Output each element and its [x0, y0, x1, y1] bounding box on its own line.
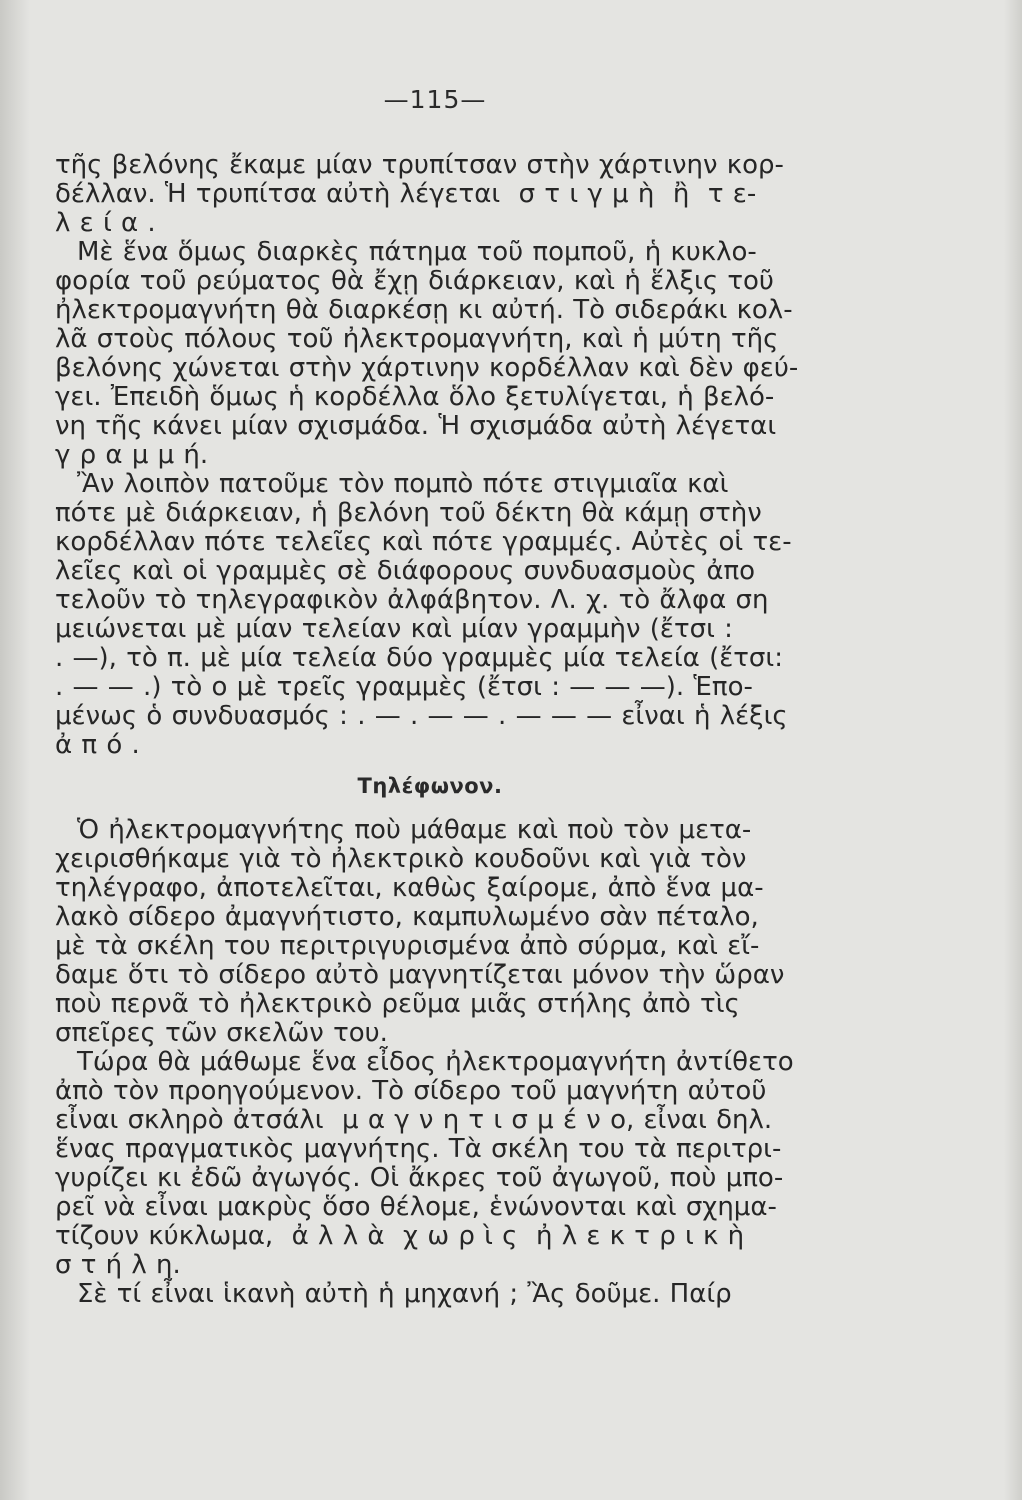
text-line: Μὲ ἕνα ὅμως διαρκὲς πάτημα τοῦ πομποῦ, ἡ κυκλο- [77, 237, 757, 267]
text-line: μειώνεται μὲ μίαν τελείαν καὶ μίαν γραμμὴν (ἔτσι : [55, 614, 733, 644]
text-line: . — — .) τὸ ο μὲ τρεῖς γραμμὲς (ἔτσι : — — —). Ἑπο- [55, 672, 753, 702]
text-line: λᾶ στοὺς πόλους τοῦ ἠλεκτρομαγνήτη, καὶ ἡ μύτη τῆς [55, 324, 779, 354]
section-heading: Τηλέφωνον. [357, 774, 503, 798]
text-line: γ ρ α μ μ ή. [55, 440, 209, 470]
text-line: ἀπὸ τὸν προηγούμενον. Τὸ σίδερο τοῦ μαγνήτη αὐτοῦ [55, 1076, 767, 1106]
telephone-text-block [55, 816, 815, 1309]
text-line: κορδέλλαν πότε τελεῖες καὶ πότε γραμμές. Αὐτὲς οἱ τε- [55, 527, 792, 557]
text-line: λακὸ σίδερο ἀμαγνήτιστο, καμπυλωμένο σὰν πέταλο, [55, 902, 759, 932]
text-line: τῆς βελόνης ἔκαμε μίαν τρυπίτσαν στὴν χάρτινην κορ- [55, 150, 784, 180]
text-line: χειρισθήκαμε γιὰ τὸ ἠλεκτρικὸ κουδοῦνι καὶ γιὰ τὸν [55, 844, 747, 874]
text-line: Ὁ ἠλεκτρομαγνήτης ποὺ μάθαμε καὶ ποὺ τὸν μετα- [77, 815, 752, 845]
text-line: φορία τοῦ ρεύματος θὰ ἔχῃ διάρκειαν, καὶ ἡ ἕλξις τοῦ [55, 266, 774, 296]
text-line: μὲ τὰ σκέλη του περιτριγυρισμένα ἀπὸ σύρμα, καὶ εἴ- [55, 931, 760, 961]
text-line: νη τῆς κάνει μίαν σχισμάδα. Ἡ σχισμάδα αὐτὴ λέγεται [55, 411, 777, 441]
text-line: ἀ π ό . [55, 730, 140, 760]
text-line: λεῖες καὶ οἱ γραμμὲς σὲ διάφορους συνδυασμοὺς ἀπο [55, 556, 756, 586]
text-line: ἠλεκτρομαγνήτη θὰ διαρκέσῃ κι αὐτή. Τὸ σιδεράκι κολ- [55, 295, 793, 325]
text-line: Ἂν λοιπὸν πατοῦμε τὸν πομπὸ πότε στιγμιαῖα καὶ [77, 469, 729, 499]
text-line: λ ε ί α . [55, 208, 156, 238]
text-line: . —), τὸ π. μὲ μία τελεία δύο γραμμὲς μία τελεία (ἔτσι: [55, 643, 783, 673]
page-number: —115— [383, 85, 487, 114]
text-line: δαμε ὅτι τὸ σίδερο αὐτὸ μαγνητίζεται μόνον τὴν ὥραν [55, 960, 785, 990]
text-line: ποὺ περνᾶ τὸ ἠλεκτρικὸ ρεῦμα μιᾶς στήλης ἀπὸ τὶς [55, 989, 740, 1019]
text-line: δέλλαν. Ἡ τρυπίτσα αὐτὴ λέγεται σ τ ι γ μ ὴ ἢ τ ε- [55, 179, 757, 209]
text-line: τηλέγραφο, ἀποτελεῖται, καθὼς ξαίρομε, ἀπὸ ἕνα μα- [55, 873, 764, 903]
text-line: Σὲ τί εἶναι ἱκανὴ αὐτὴ ἡ μηχανή ; Ἂς δοῦμε. Παίρ [77, 1279, 732, 1309]
text-line: τελοῦν τὸ τηλεγραφικὸν ἀλφάβητον. Λ. χ. τὸ ἄλφα ση [55, 585, 769, 615]
telegraph-text-block [55, 151, 815, 760]
text-line: εἶναι σκληρὸ ἀτσάλι μ α γ ν η τ ι σ μ έ ν ο, εἶναι δηλ. [55, 1105, 773, 1135]
text-line: μένως ὁ συνδυασμός : . — . — — . — — — εἶναι ἡ λέξις [55, 701, 788, 731]
text-line: Τώρα θὰ μάθωμε ἕνα εἶδος ἠλεκτρομαγνήτη ἀντίθετο [77, 1047, 794, 1077]
text-line: γυρίζει κι ἐδῶ ἀγωγός. Οἱ ἄκρες τοῦ ἀγωγοῦ, ποὺ μπο- [55, 1163, 784, 1193]
text-line: τίζουν κύκλωμα, ἀ λ λ ὰ χ ω ρ ὶ ς ἠ λ ε κ τ ρ ι κ ὴ [55, 1221, 745, 1251]
text-line: σπεῖρες τῶν σκελῶν του. [55, 1018, 388, 1048]
text-line: ἕνας πραγματικὸς μαγνήτης. Τὰ σκέλη του τὰ περιτρι- [55, 1134, 782, 1164]
text-line: γει. Ἐπειδὴ ὅμως ἡ κορδέλλα ὅλο ξετυλίγεται, ἡ βελό- [55, 382, 775, 412]
text-line: ρεῖ νὰ εἶναι μακρὺς ὅσο θέλομε, ἑνώνονται καὶ σχημα- [55, 1192, 777, 1222]
text-line: βελόνης χώνεται στὴν χάρτινην κορδέλλαν καὶ δὲν φεύ- [55, 353, 799, 383]
text-line: σ τ ή λ η. [55, 1250, 181, 1280]
text-line: πότε μὲ διάρκειαν, ἡ βελόνη τοῦ δέκτη θὰ κάμῃ στὴν [55, 498, 762, 528]
